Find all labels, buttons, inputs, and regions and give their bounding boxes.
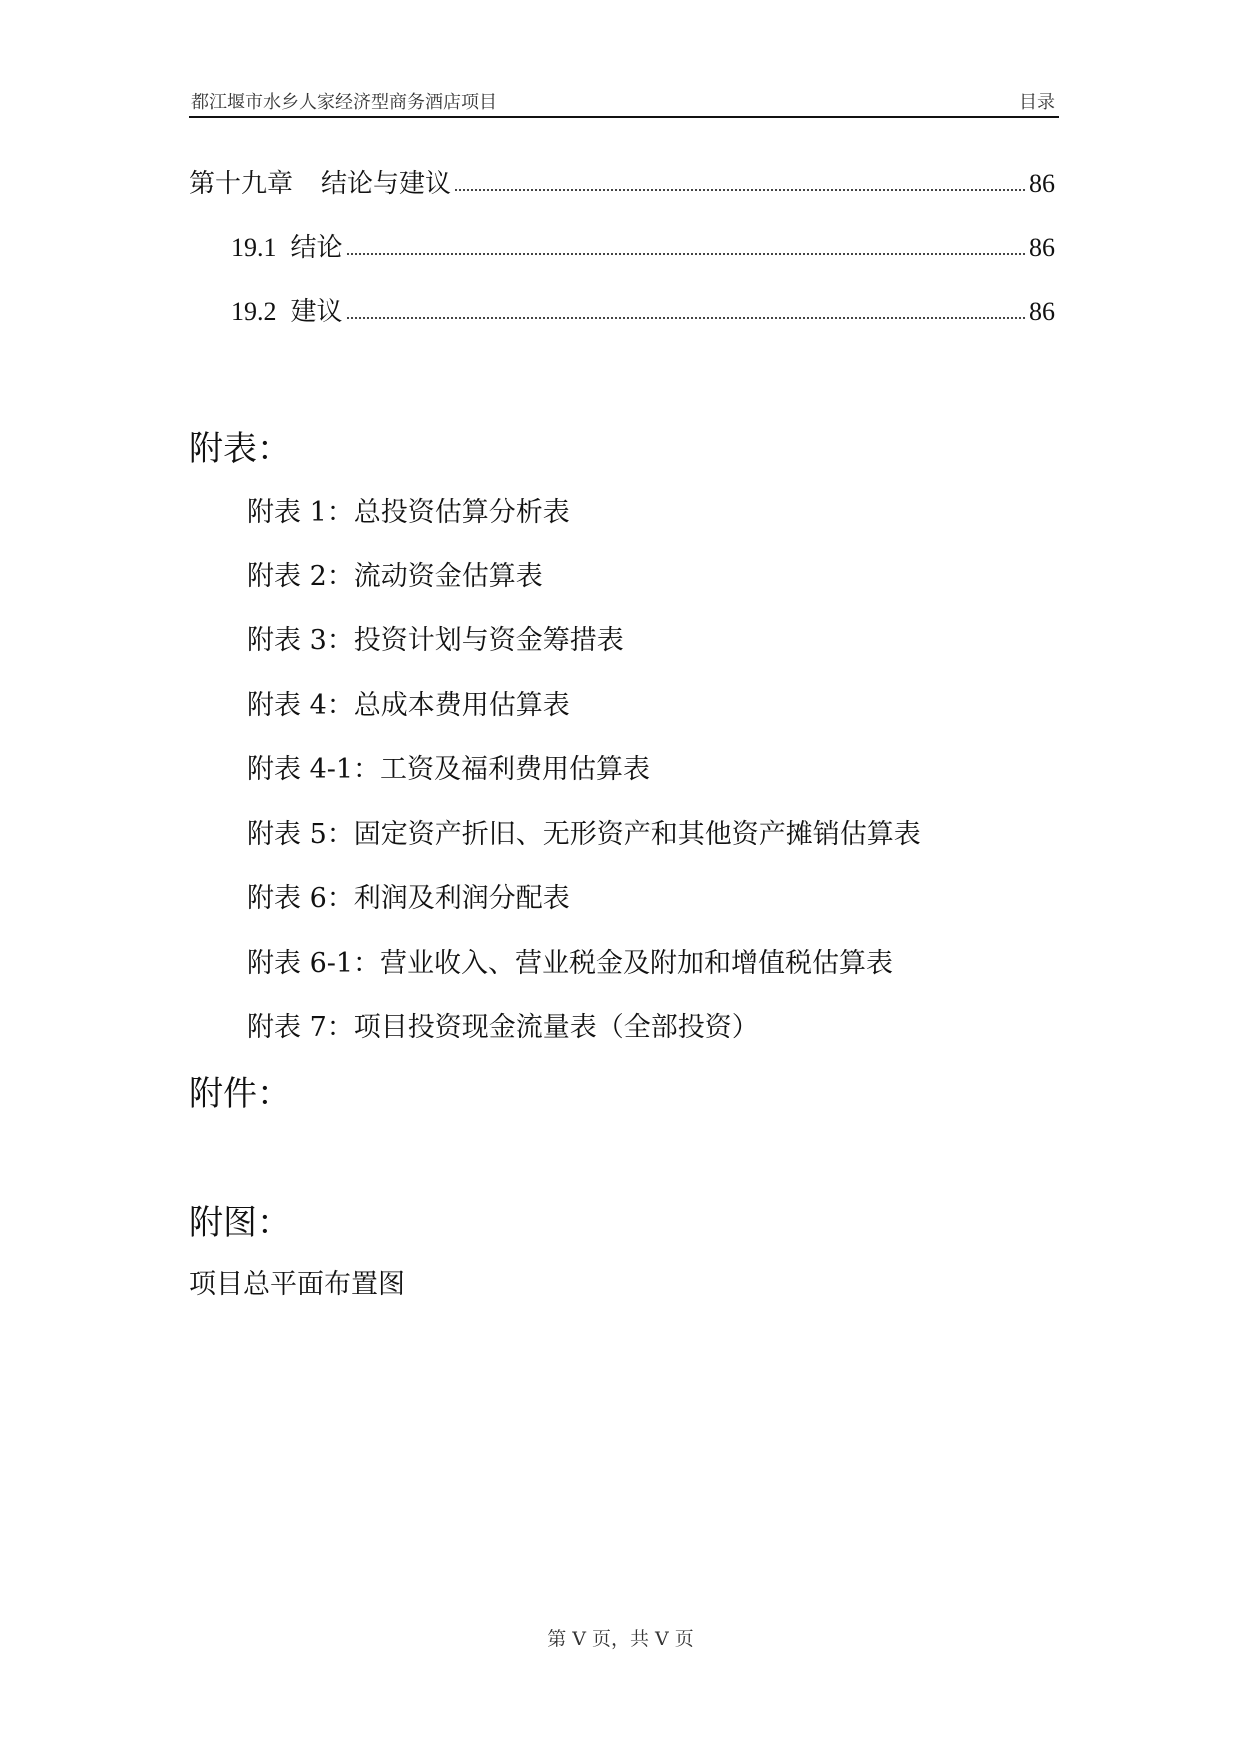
appendix-table-item: 附表 3：投资计划与资金筹措表 (247, 625, 624, 656)
header-section-label: 目录 (1019, 92, 1055, 113)
toc-section-title: 建议 (290, 297, 343, 327)
toc-leader-dots (347, 299, 1025, 319)
appendix-table-item: 附表 1：总投资估算分析表 (247, 497, 570, 528)
toc-leader-dots (347, 235, 1025, 255)
figures-heading: 附图： (189, 1203, 291, 1243)
toc-chapter-prefix: 第十九章 (189, 169, 294, 199)
appendix-table-item: 附表 6：利润及利润分配表 (247, 883, 570, 914)
toc-entry-chapter-19[interactable] (189, 163, 1055, 203)
toc-section-number: 19.1 (231, 233, 277, 262)
figure-item: 项目总平面布置图 (189, 1269, 405, 1300)
appendix-table-item: 附表 5：固定资产折旧、无形资产和其他资产摊销估算表 (247, 819, 921, 850)
toc-entry-19-1[interactable] (231, 227, 1055, 267)
toc-chapter-title: 结论与建议 (321, 169, 452, 199)
toc-section-title: 结论 (290, 233, 343, 263)
header-project-title: 都江堰市水乡人家经济型商务酒店项目 (191, 92, 497, 113)
appendix-table-item: 附表 4-1：工资及福利费用估算表 (247, 754, 651, 785)
appendix-tables-heading: 附表： (189, 429, 291, 469)
page-header (189, 84, 1059, 118)
toc-entry-19-2[interactable] (231, 291, 1055, 331)
page-footer: 第 V 页，共 V 页 (547, 1628, 694, 1650)
appendix-table-item: 附表 4：总成本费用估算表 (247, 690, 570, 721)
appendix-table-item: 附表 6-1：营业收入、营业税金及附加和增值税估算表 (247, 948, 894, 979)
toc-section-number: 19.2 (231, 297, 277, 326)
attachments-heading: 附件： (189, 1074, 291, 1114)
toc-page-number: 86 (1029, 169, 1055, 198)
toc-leader-dots (455, 171, 1025, 191)
appendix-table-item: 附表 2：流动资金估算表 (247, 561, 543, 592)
toc-page-number: 86 (1029, 297, 1055, 326)
appendix-table-item: 附表 7：项目投资现金流量表（全部投资） (247, 1012, 759, 1043)
toc-page-number: 86 (1029, 233, 1055, 262)
